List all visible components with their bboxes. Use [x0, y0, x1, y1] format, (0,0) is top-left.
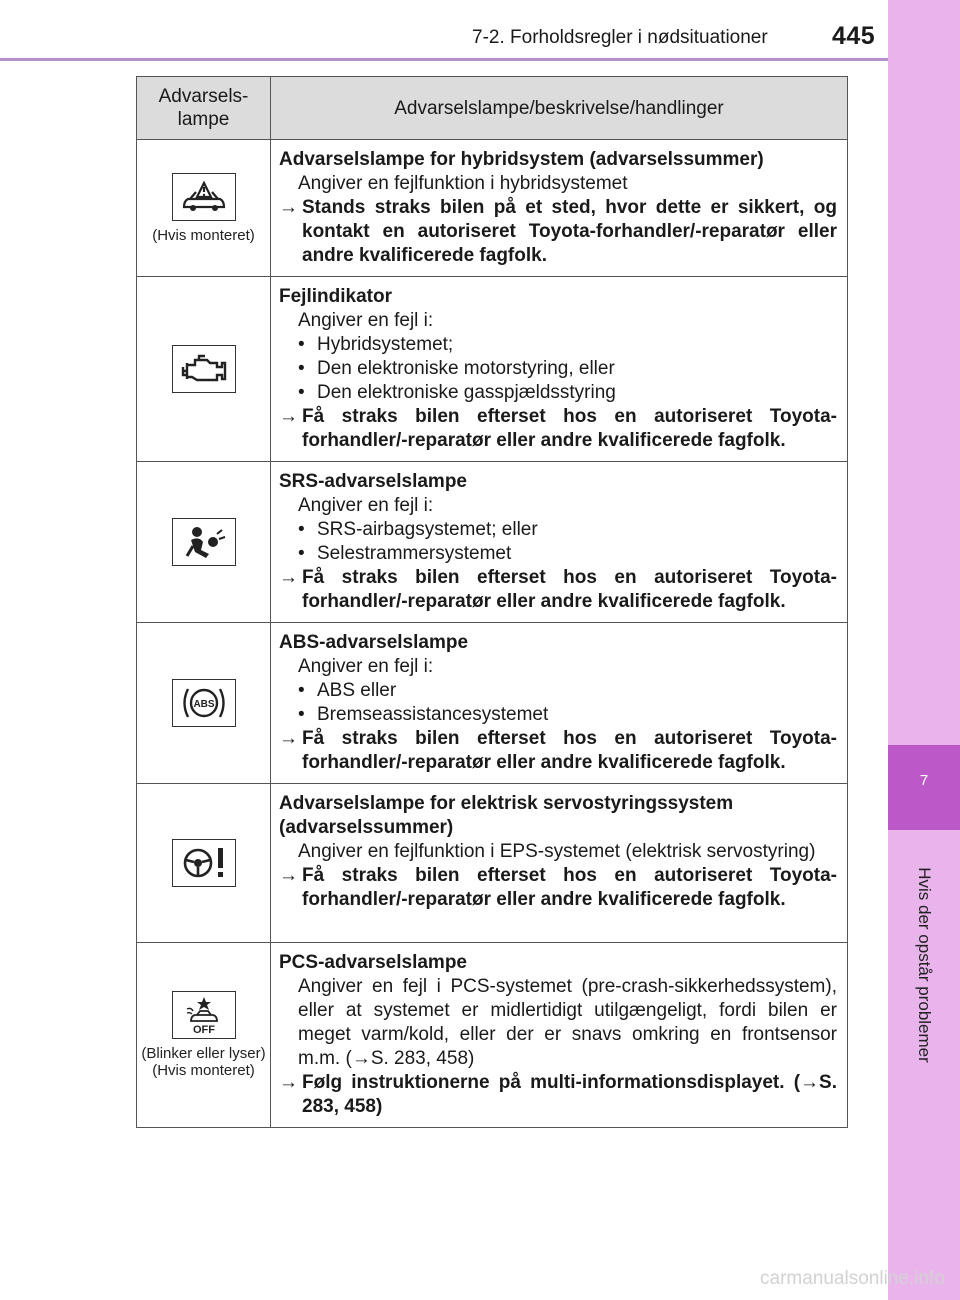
table-row — [137, 462, 848, 623]
list-item: • Selestrammersystemet — [298, 543, 512, 564]
lamp-title: Advarselslampe for hybridsystem (advarselssummer) — [279, 149, 764, 170]
lamp-description: Angiver en fejl i PCS-systemet (pre-crash-sikkerhedssystem), eller at systemet er midlertidigt utilgængeligt, fordi bilen er meget varm/kold, eller der er snavs omkring en frontsensor m.m. (→S. 283, 458) — [298, 976, 837, 1069]
table-row — [137, 623, 848, 784]
arrow-icon: → — [279, 406, 298, 427]
chapter-number: 7 — [919, 772, 929, 789]
column-header-description: Advarselslampe/beskrivelse/handlinger — [271, 77, 848, 140]
lamp-action: → Få straks bilen efterset hos en autoriseret Toyota-forhandler/-reparatør eller andre kvalificerede fagfolk. — [279, 728, 837, 773]
lamp-description: Angiver en fejl i: — [298, 495, 434, 516]
list-item: • Bremseassistancesystemet — [298, 704, 549, 725]
eps-steering-warning-icon — [172, 839, 236, 887]
list-item: • Den elektroniske motorstyring, eller — [298, 358, 615, 379]
table-header-row — [137, 77, 848, 140]
abs-warning-icon — [172, 679, 236, 727]
list-item: • ABS eller — [298, 680, 397, 701]
description-cell — [271, 623, 848, 784]
column-header-lamp: Advarsels- lampe — [137, 77, 271, 140]
pcs-warning-icon — [172, 991, 236, 1039]
arrow-icon: → — [279, 197, 298, 218]
description-cell — [271, 277, 848, 462]
list-item: • Den elektroniske gasspjældsstyring — [298, 382, 616, 403]
description-cell — [271, 462, 848, 623]
lamp-description: Angiver en fejl i: — [298, 310, 434, 331]
lamp-note: (Blinker eller lyser) (Hvis monteret) — [141, 1045, 266, 1079]
lamp-cell — [137, 140, 271, 277]
table-row — [137, 277, 848, 462]
list-item: • Hybridsystemet; — [298, 334, 454, 355]
description-cell — [271, 943, 848, 1128]
lamp-title: SRS-advarselslampe — [279, 471, 467, 492]
lamp-title: PCS-advarselslampe — [279, 952, 467, 973]
pcs-icon-label: OFF — [192, 1024, 215, 1035]
warning-lights-table — [136, 76, 848, 1128]
lamp-title: Advarselslampe for elektrisk servostyringssystem (advarselssummer) — [279, 793, 734, 838]
table-row — [137, 784, 848, 943]
chapter-side-tab — [888, 0, 960, 1300]
lamp-action: → Få straks bilen efterset hos en autoriseret Toyota-forhandler/-reparatør eller andre kvalificerede fagfolk. — [279, 567, 837, 612]
chapter-title: Hvis der opstår problemer — [915, 867, 934, 1063]
lamp-action: → Få straks bilen efterset hos en autoriseret Toyota-forhandler/-reparatør eller andre kvalificerede fagfolk. — [279, 406, 837, 451]
lamp-cell — [137, 784, 271, 943]
arrow-icon: → — [279, 1072, 298, 1093]
watermark: carmanualsonline.info — [760, 1268, 945, 1289]
lamp-description: Angiver en fejlfunktion i hybridsystemet — [298, 173, 628, 194]
lamp-cell — [137, 277, 271, 462]
lamp-cell — [137, 943, 271, 1128]
lamp-note: (Hvis monteret) — [152, 226, 255, 244]
lamp-title: Fejlindikator — [279, 286, 392, 307]
page-number: 445 — [832, 22, 876, 50]
arrow-icon: → — [279, 728, 298, 749]
lamp-cell — [137, 462, 271, 623]
engine-malfunction-icon — [172, 345, 236, 393]
lamp-action: → Få straks bilen efterset hos en autoriseret Toyota-forhandler/-reparatør eller andre kvalificerede fagfolk. — [279, 865, 837, 910]
hybrid-system-warning-icon — [172, 173, 236, 221]
list-item: • SRS-airbagsystemet; eller — [298, 519, 538, 540]
lamp-action: → Stands straks bilen på et sted, hvor dette er sikkert, og kontakt en autoriseret Toyota-forhandler/-reparatør eller andre kvalificerede fagfolk. — [279, 197, 837, 266]
description-cell — [271, 140, 848, 277]
table-row — [137, 140, 848, 277]
abs-icon-label: ABS — [192, 699, 215, 710]
section-title: 7-2. Forholdsregler i nødsituationer — [472, 27, 768, 48]
description-cell — [271, 784, 848, 943]
lamp-cell — [137, 623, 271, 784]
header-divider — [0, 58, 888, 61]
arrow-icon: → — [279, 567, 298, 588]
lamp-description: Angiver en fejl i: — [298, 656, 434, 677]
lamp-title: ABS-advarselslampe — [279, 632, 469, 653]
arrow-icon: → — [279, 865, 298, 886]
lamp-description: Angiver en fejlfunktion i EPS-systemet (elektrisk servostyring) — [298, 841, 816, 862]
table-row — [137, 943, 848, 1128]
lamp-action: → Følg instruktionerne på multi-informationsdisplayet. (→S. 283, 458) — [279, 1072, 837, 1117]
srs-airbag-icon — [172, 518, 236, 566]
